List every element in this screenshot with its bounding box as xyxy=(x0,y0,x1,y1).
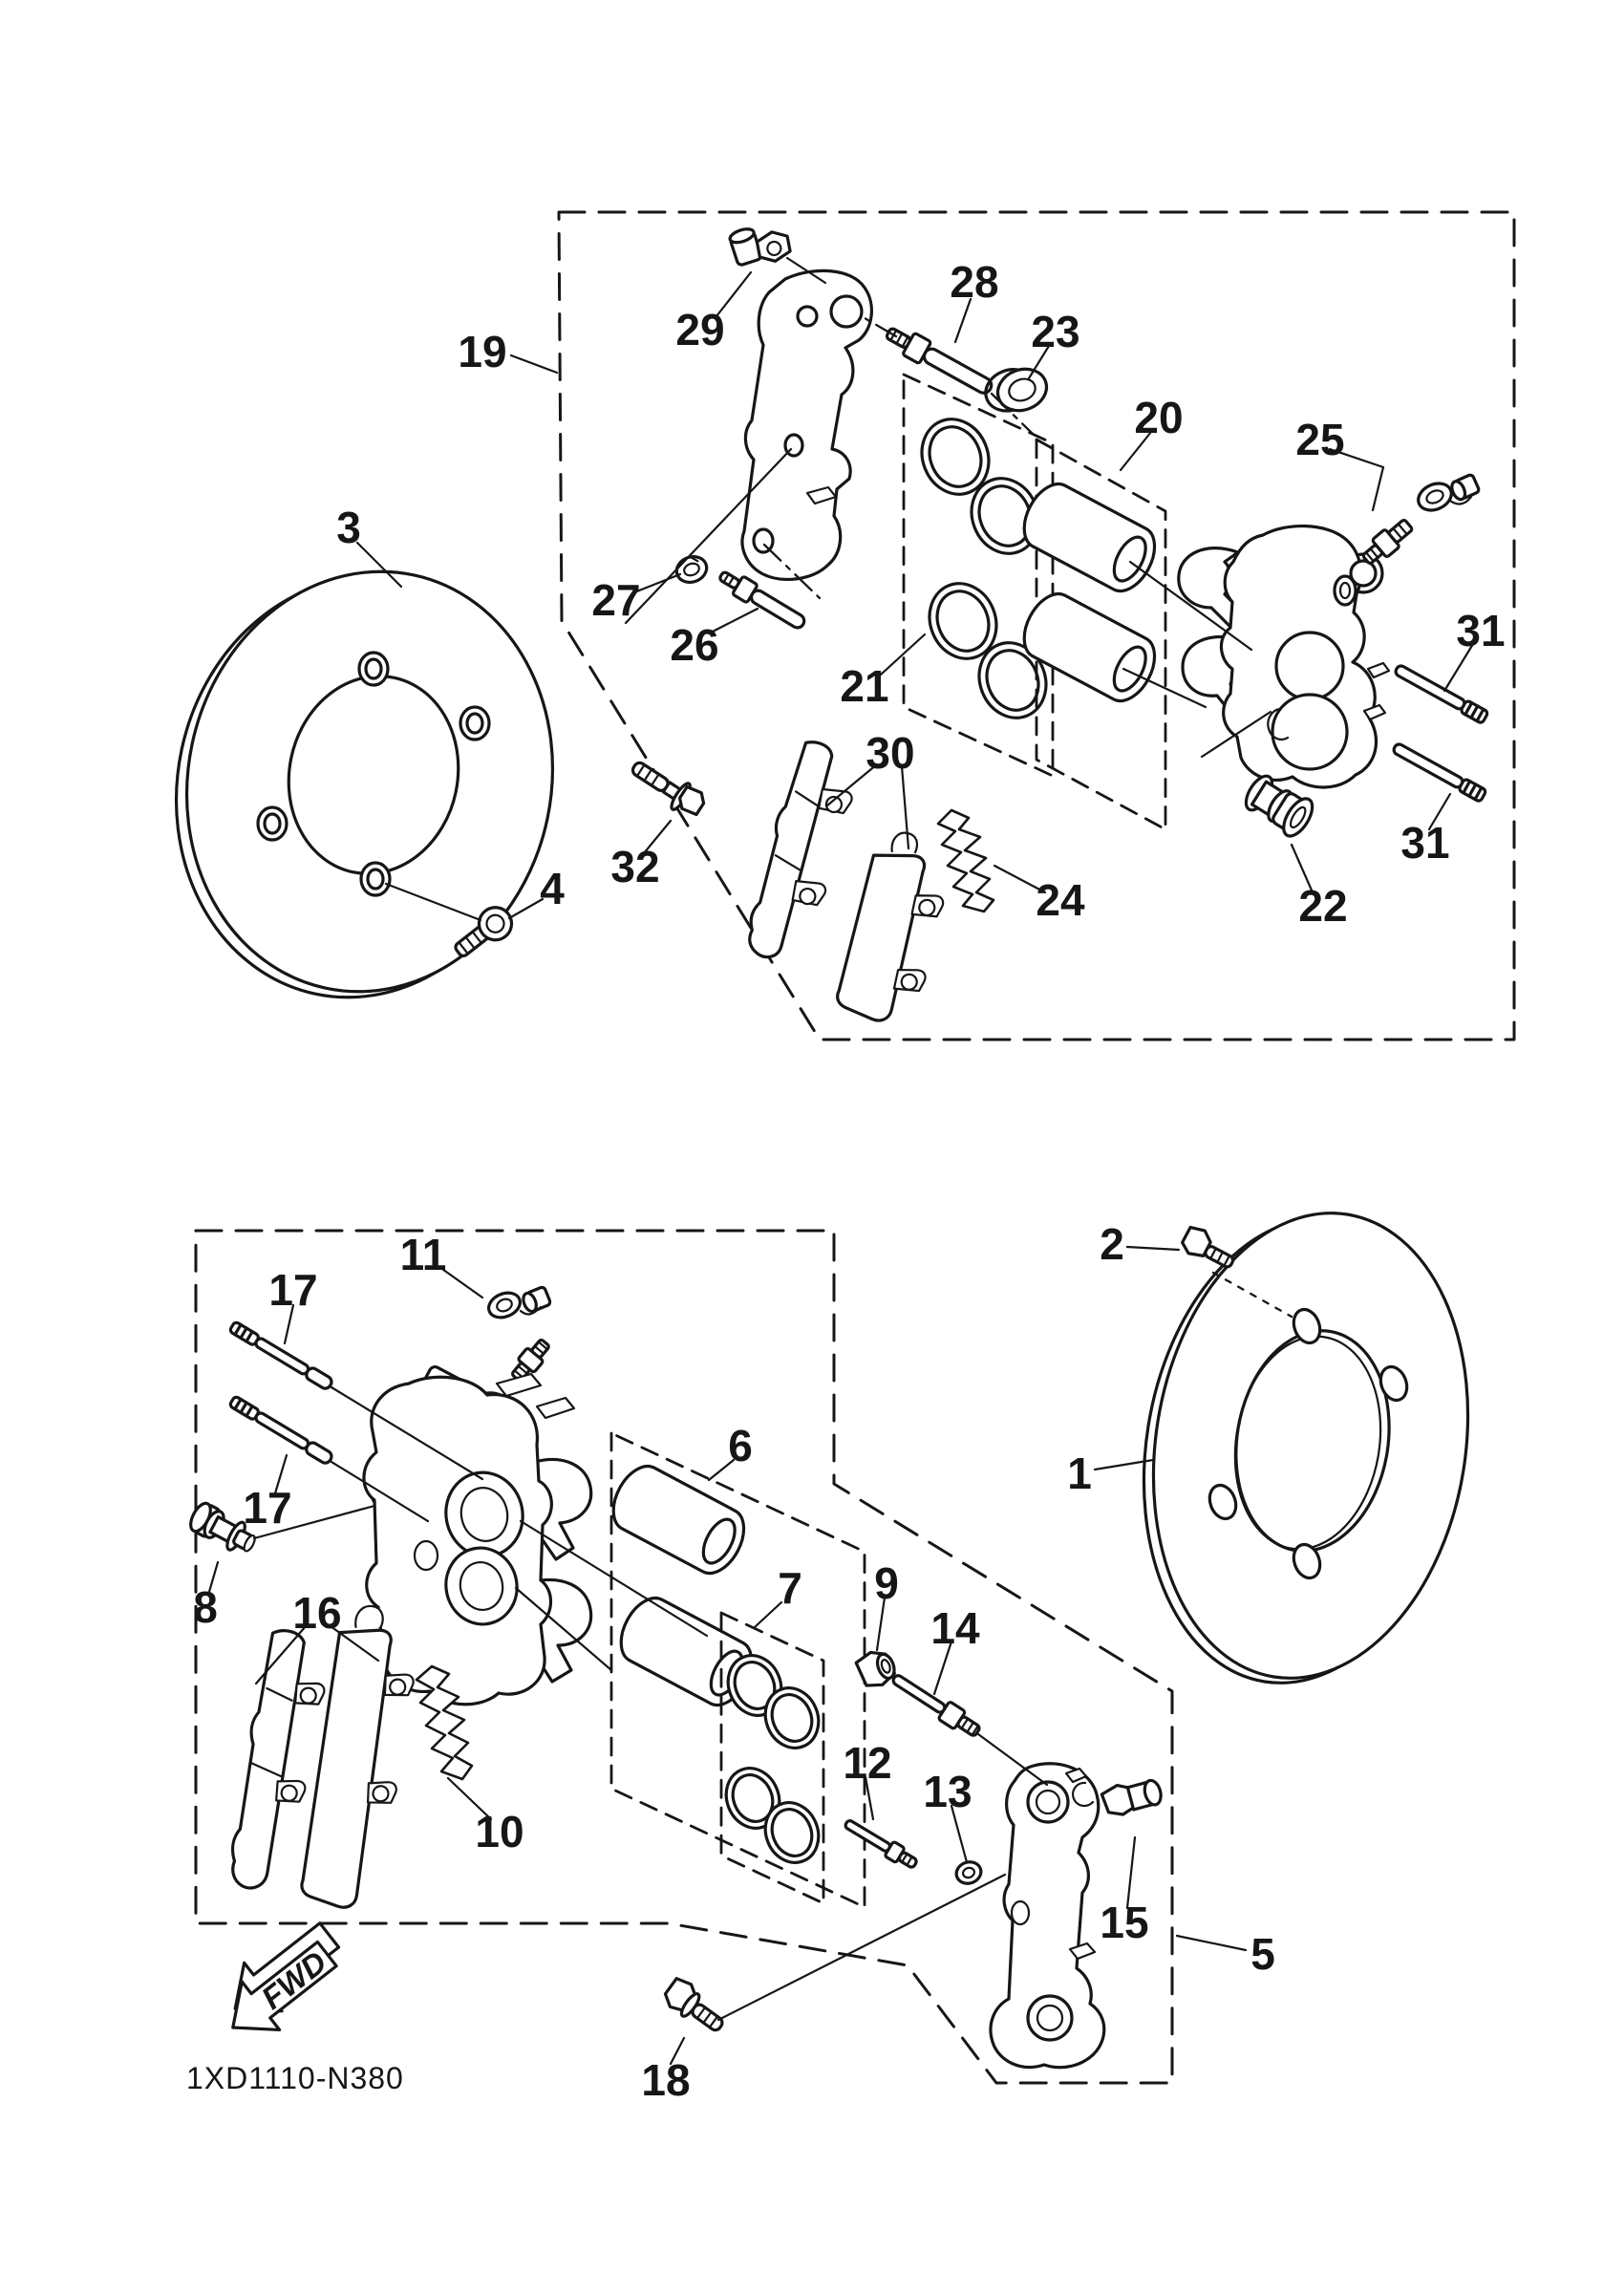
callout-part-9: 9 xyxy=(874,1558,899,1608)
part-30-brake-pads xyxy=(740,738,956,1028)
part-5-caliper-bracket xyxy=(991,1764,1104,2068)
callout-part-31: 31 xyxy=(1400,818,1450,868)
callout-part-21: 21 xyxy=(840,661,889,711)
callout-part-31: 31 xyxy=(1456,606,1506,655)
callout-part-29: 29 xyxy=(675,305,725,354)
part-9-cap-nut xyxy=(854,1646,898,1690)
callout-part-3: 3 xyxy=(336,503,361,552)
leader-line-part-2 xyxy=(1127,1247,1179,1250)
lower-caliper-assembly xyxy=(186,1191,1500,2083)
caliper-body-lower xyxy=(361,1364,591,1704)
fwd-label: FWD xyxy=(254,1943,333,2016)
callout-part-16: 16 xyxy=(292,1588,342,1638)
callout-part-26: 26 xyxy=(670,620,719,670)
leader-line-part-19 xyxy=(511,355,557,373)
drawing-code: 1XD1110-N380 xyxy=(186,2061,404,2095)
part-18-bolt xyxy=(661,1975,731,2037)
callout-part-13: 13 xyxy=(923,1767,972,1816)
part-13-washer xyxy=(953,1859,984,1887)
part-20-piston-kit xyxy=(1015,440,1165,829)
part-27-washer xyxy=(673,552,711,586)
callout-part-7: 7 xyxy=(778,1563,802,1613)
part-19-caliper-bracket xyxy=(742,270,871,579)
part-25-bleed-screw xyxy=(1358,474,1480,569)
leader-line-part-25 xyxy=(1373,467,1383,510)
callout-part-12: 12 xyxy=(843,1738,892,1788)
callout-part-1: 1 xyxy=(1067,1448,1092,1498)
part-17-pin xyxy=(229,1320,334,1465)
part-15-nut xyxy=(1100,1775,1164,1818)
callout-part-30: 30 xyxy=(865,728,915,778)
part-28-pin-bolt xyxy=(883,322,996,400)
callout-part-11: 11 xyxy=(399,1230,447,1279)
part-24-pad-spring xyxy=(938,810,994,912)
callout-part-15: 15 xyxy=(1100,1898,1149,1947)
fwd-arrow xyxy=(205,1911,356,2051)
part-29-nut xyxy=(728,217,793,272)
callout-part-5: 5 xyxy=(1250,1929,1275,1979)
part-12-pin-bolt xyxy=(842,1815,919,1872)
callout-part-6: 6 xyxy=(728,1421,753,1470)
callout-part-20: 20 xyxy=(1134,393,1184,442)
caliper-body-upper xyxy=(1179,526,1389,787)
callout-part-25: 25 xyxy=(1295,415,1345,464)
callout-part-2: 2 xyxy=(1100,1219,1124,1269)
part-14-pin-bolt xyxy=(888,1669,983,1741)
part-31-slide-pin xyxy=(1392,663,1488,803)
leader-line-part-5 xyxy=(1177,1936,1246,1950)
callout-part-19: 19 xyxy=(458,327,507,376)
callout-part-22: 22 xyxy=(1298,881,1348,931)
callout-part-18: 18 xyxy=(641,2055,691,2105)
callout-part-4: 4 xyxy=(540,864,565,913)
part-32-bracket-bolt xyxy=(626,754,708,822)
callout-part-17: 17 xyxy=(243,1483,292,1533)
callout-part-32: 32 xyxy=(610,842,660,891)
part-3-brake-disc xyxy=(138,537,591,1031)
callout-part-8: 8 xyxy=(193,1582,218,1632)
callout-part-10: 10 xyxy=(475,1807,524,1856)
callout-part-17: 17 xyxy=(268,1265,318,1315)
callout-part-14: 14 xyxy=(930,1603,980,1653)
part-2-disc-bolt xyxy=(1179,1224,1239,1274)
callout-part-23: 23 xyxy=(1031,307,1080,356)
callout-part-28: 28 xyxy=(950,257,999,307)
callout-part-27: 27 xyxy=(591,575,641,625)
part-1-brake-disc xyxy=(1112,1191,1501,1706)
callout-part-24: 24 xyxy=(1036,875,1085,925)
